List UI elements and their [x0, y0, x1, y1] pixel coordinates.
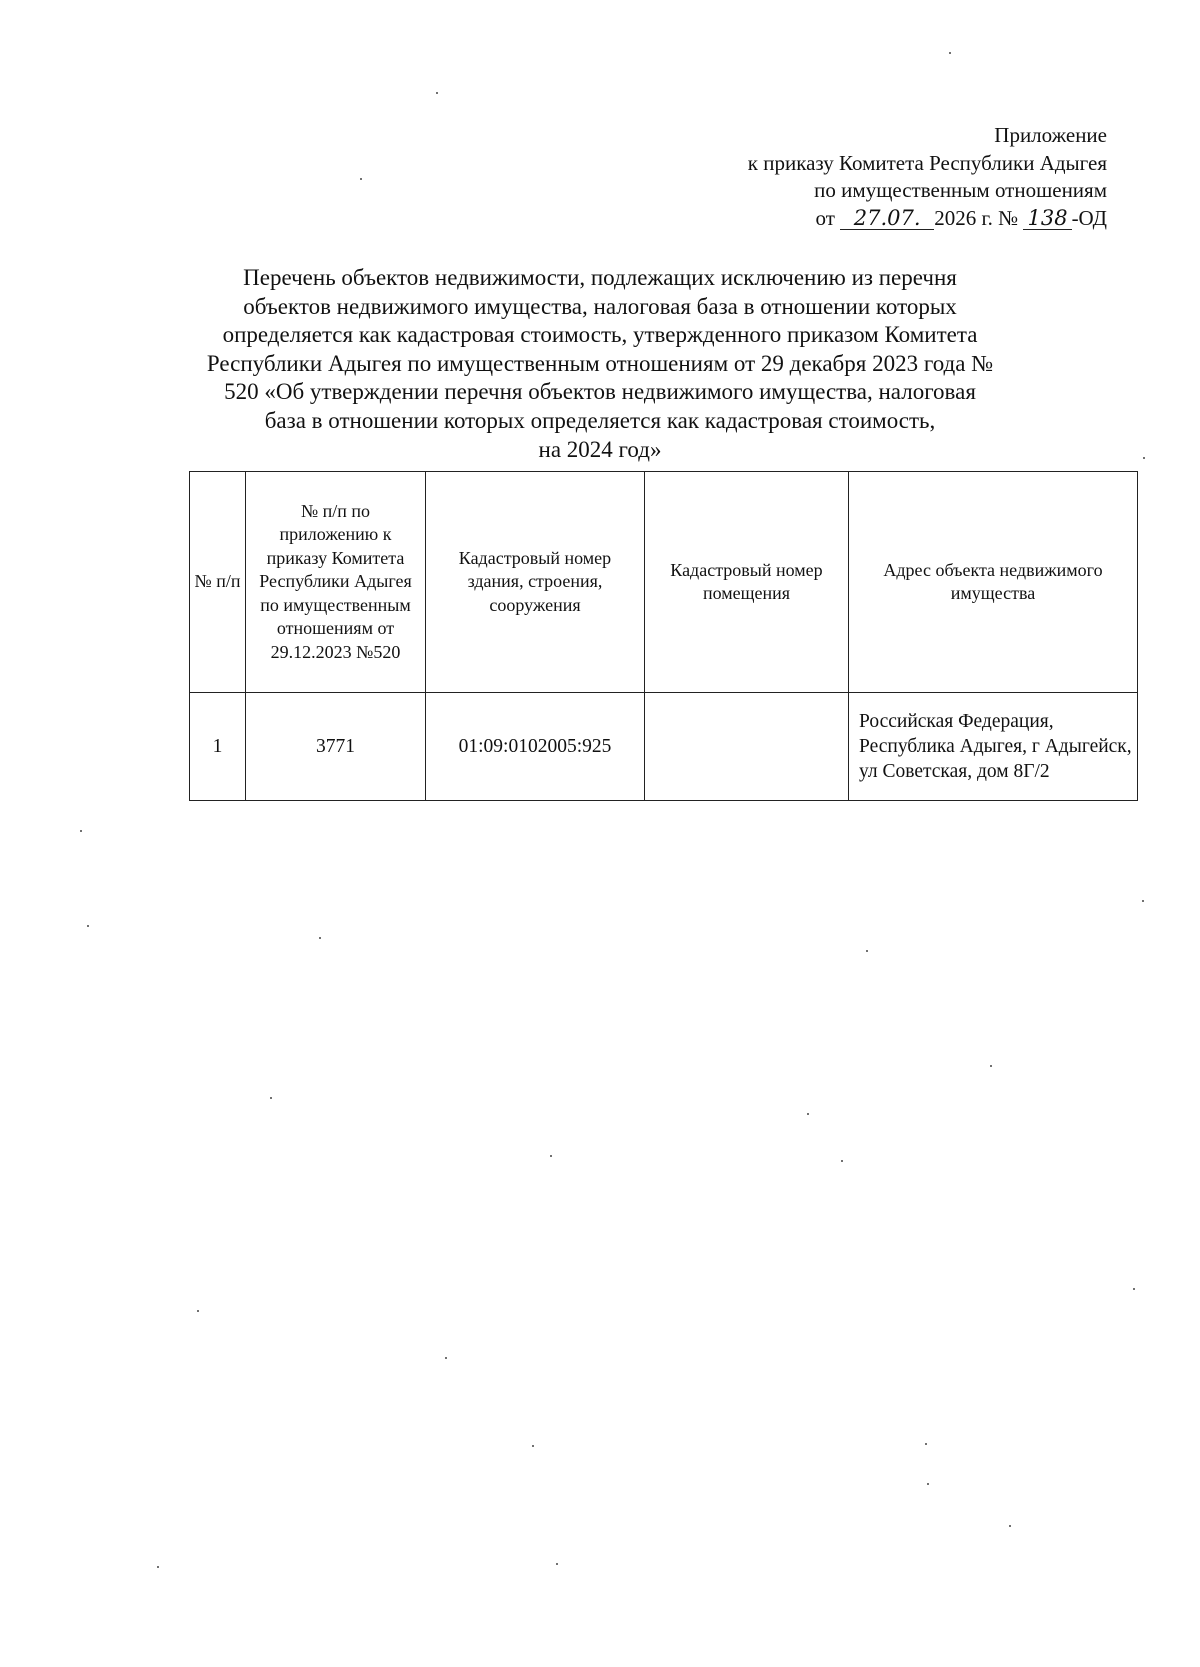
handwritten-date: 27.07.	[840, 207, 934, 230]
scan-speck	[1143, 457, 1145, 459]
appendix-order-line: к приказу Комитета Республики Адыгея	[747, 150, 1107, 175]
scan-speck	[197, 1310, 199, 1312]
title-line: база в отношении которых определяется как кадастровая стоимость,	[264, 407, 936, 433]
scan-speck	[80, 830, 82, 832]
year-text: 2026 г. №	[934, 205, 1019, 230]
appendix-date-line	[587, 205, 1107, 233]
number-suffix: -ОД	[1071, 205, 1107, 230]
title-line: на 2024 год»	[538, 436, 662, 462]
date-prefix: от	[815, 205, 835, 230]
cell-premises-cadastral	[645, 693, 849, 801]
cell-appendix-number: 3771	[246, 693, 426, 801]
scan-speck	[445, 1357, 447, 1359]
scan-speck	[927, 1483, 929, 1485]
scan-speck	[319, 937, 321, 939]
cell-number: 1	[190, 693, 246, 801]
appendix-committee-line: по имущественным отношениям	[814, 178, 1107, 202]
table-row	[190, 693, 1138, 801]
document-title	[170, 264, 1030, 464]
col-header-appendix-number: № п/п по приложению к приказу Комитета Республики Адыгея по имущественным отношениям от 29.12.2023 №520	[246, 472, 426, 693]
title-line: Республики Адыгея по имущественным отношениям от 29 декабря 2023 года №	[206, 350, 994, 376]
scan-speck	[360, 178, 362, 180]
col-header-address: Адрес объекта недвижимого имущества	[849, 472, 1138, 693]
scan-speck	[87, 925, 89, 927]
cell-building-cadastral: 01:09:0102005:925	[426, 693, 645, 801]
scan-speck	[556, 1563, 558, 1565]
table-header-row	[190, 472, 1138, 693]
title-line: Перечень объектов недвижимости, подлежащих исключению из перечня	[243, 265, 957, 290]
col-header-building-cadastral: Кадастровый номер здания, строения, сооружения	[426, 472, 645, 693]
scan-speck	[866, 950, 868, 952]
col-header-premises-cadastral: Кадастровый номер помещения	[645, 472, 849, 693]
title-line: определяется как кадастровая стоимость, утвержденного приказом Комитета	[222, 322, 978, 348]
scan-speck	[1009, 1525, 1011, 1527]
scan-speck	[925, 1443, 927, 1445]
scan-speck	[841, 1160, 843, 1162]
scan-speck	[1133, 1288, 1135, 1290]
scan-speck	[990, 1065, 992, 1067]
scan-speck	[157, 1566, 159, 1568]
title-line: 520 «Об утверждении перечня объектов недвижимого имущества, налоговая	[224, 379, 976, 405]
scan-speck	[807, 1113, 809, 1115]
property-table	[189, 471, 1138, 801]
cell-address: Российская Федерация, Республика Адыгея, г Адыгейск, ул Советская, дом 8Г/2	[849, 693, 1138, 801]
handwritten-number: 138	[1023, 207, 1071, 230]
appendix-label: Приложение	[994, 123, 1107, 147]
title-line: объектов недвижимого имущества, налоговая база в отношении которых	[243, 293, 957, 319]
appendix-header	[587, 122, 1107, 232]
col-header-number: № п/п	[190, 472, 246, 693]
scan-speck	[270, 1097, 272, 1099]
scan-speck	[1142, 900, 1144, 902]
scan-speck	[550, 1155, 552, 1157]
scan-speck	[949, 52, 951, 54]
scan-speck	[532, 1445, 534, 1447]
scan-speck	[436, 92, 438, 94]
